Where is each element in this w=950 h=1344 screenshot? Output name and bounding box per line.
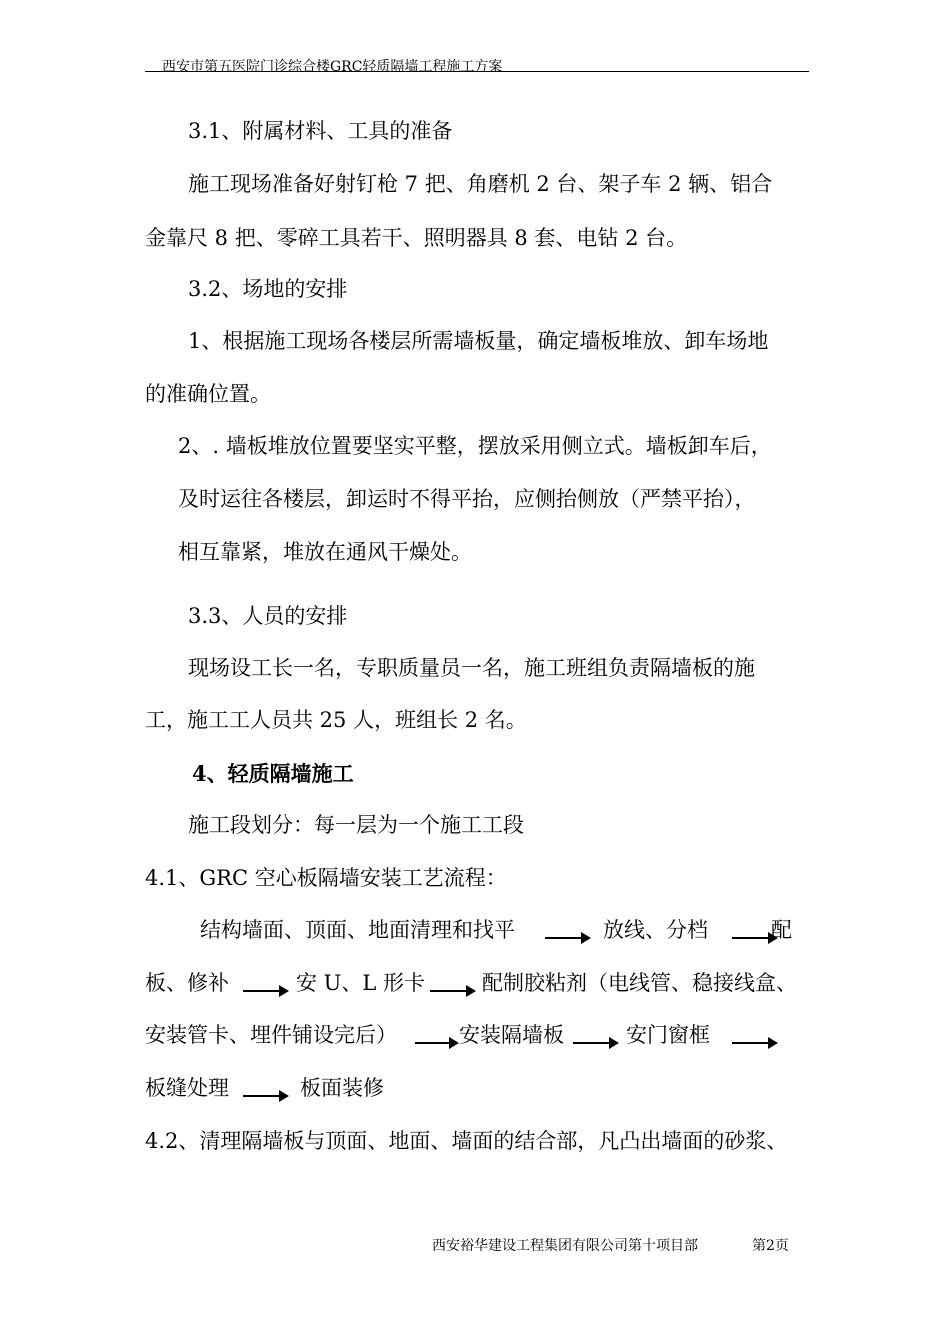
- paragraph-line: 施工段划分：每一层为一个施工工段: [188, 813, 524, 837]
- flow-arrow: [430, 985, 476, 997]
- flow-step: 安 U、L 形卡: [296, 971, 425, 995]
- footer-company: 西安裕华建设工程集团有限公司第十项目部: [432, 1238, 698, 1254]
- flow-step: 放线、分档: [603, 918, 708, 942]
- flow-step: 板面装修: [300, 1076, 384, 1100]
- header-title: 西安市第五医院门诊综合楼GRC轻质隔墙工程施工方案: [162, 59, 503, 75]
- paragraph-line: 的准确位置。: [145, 382, 271, 406]
- paragraph-line: 及时运往各楼层，卸运时不得平抬，应侧抬侧放（严禁平抬），: [178, 487, 756, 511]
- paragraph-line: 2、. 墙板堆放位置要坚实平整，摆放采用侧立式。墙板卸车后，: [178, 434, 772, 458]
- flow-arrow: [415, 1037, 459, 1049]
- paragraph-line: 金靠尺 8 把、零碎工具若干、照明器具 8 套、电钻 2 台。: [145, 226, 688, 250]
- flow-arrow: [732, 1037, 778, 1049]
- section-4-1-title: 4.1、GRC 空心板隔墙安装工艺流程：: [145, 866, 507, 890]
- section-3-2-title: 3.2、场地的安排: [188, 277, 348, 301]
- paragraph-line: 现场设工长一名，专职质量员一名，施工班组负责隔墙板的施: [188, 656, 755, 680]
- flow-arrow: [243, 985, 289, 997]
- flow-step: 结构墙面、顶面、地面清理和找平: [200, 918, 515, 942]
- flow-step: 安装管卡、埋件铺设完后）: [145, 1023, 397, 1047]
- section-3-1-title: 3.1、附属材料、工具的准备: [188, 119, 453, 143]
- paragraph-line: 相互靠紧，堆放在通风干燥处。: [178, 540, 472, 564]
- flow-step: 配: [771, 918, 792, 942]
- flow-arrow: [545, 932, 591, 944]
- section-3-3-title: 3.3、人员的安排: [188, 604, 348, 628]
- paragraph-line: 1、根据施工现场各楼层所需墙板量，确定墙板堆放、卸车场地: [188, 329, 769, 353]
- flow-step: 安门窗框: [626, 1023, 710, 1047]
- header-rule: [145, 71, 809, 72]
- paragraph-line: 施工现场准备好射钉枪 7 把、角磨机 2 台、架子车 2 辆、铝合: [188, 172, 773, 196]
- section-4-heading: 4、轻质隔墙施工: [192, 761, 354, 786]
- flow-arrow: [573, 1037, 619, 1049]
- footer-page-number: 第2页: [752, 1238, 789, 1254]
- section-4-2-line: 4.2、清理隔墙板与顶面、地面、墙面的结合部，凡凸出墙面的砂浆、: [145, 1129, 788, 1153]
- flow-step: 安装隔墙板: [459, 1023, 564, 1047]
- paragraph-line: 工，施工工人员共 25 人，班组长 2 名。: [145, 708, 527, 732]
- flow-step: 板缝处理: [145, 1076, 229, 1100]
- flow-arrow: [243, 1090, 289, 1102]
- flow-step: 配制胶粘剂（电线管、稳接线盒、: [482, 971, 797, 995]
- flow-step: 板、修补: [145, 971, 229, 995]
